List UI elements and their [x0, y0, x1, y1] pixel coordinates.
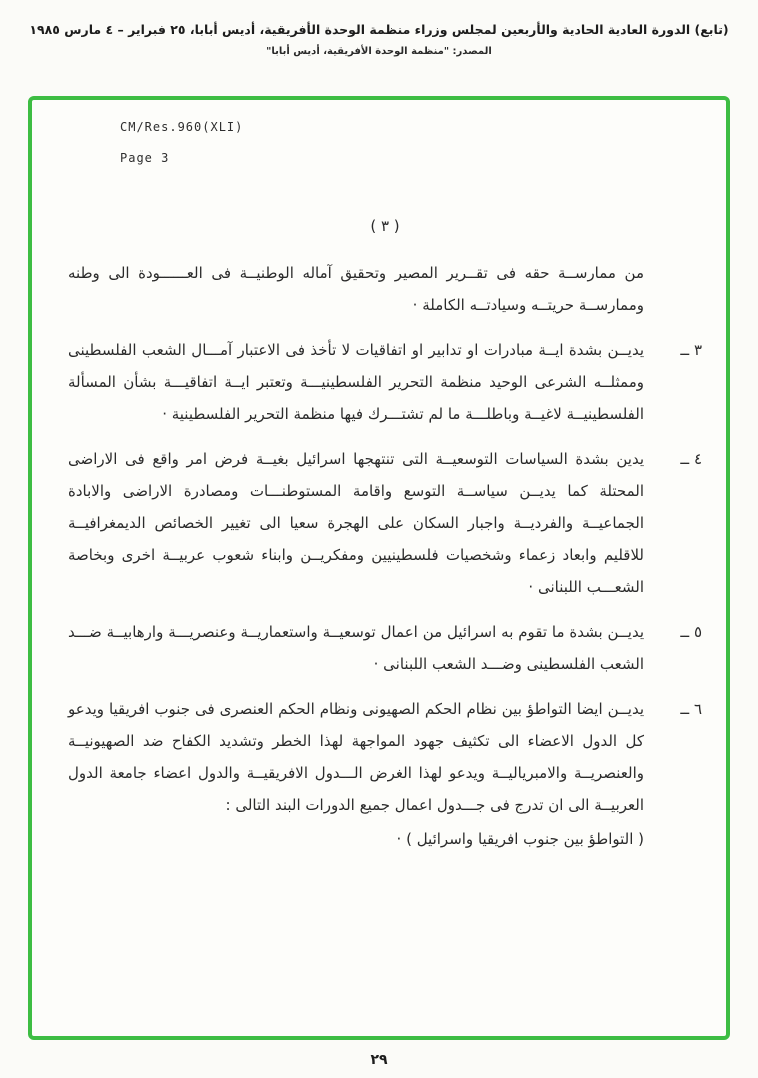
header-source: المصدر: "منظمة الوحدة الأفريقية، أديس أبابا" — [266, 46, 492, 57]
section-number: ( ٣ ) — [370, 217, 400, 235]
document-body — [68, 257, 702, 855]
item-text: يديــن بشدة ايــة مبادرات او تدابير او اتفاقيات لا تأخذ فى الاعتبار آمـــال الشعب الفلسطينى وممثلــه الشرعى الوحيد منظمة التحرير الفلسطينيـــة وتعتبر ايــة اتفاقيـــة بشأن المسألة الفلسطينيــة لاغيــة وباطلـــة ما لم تشتـــرك فيها منظمة التحرير الفلسطينية · — [68, 341, 644, 423]
document-head — [68, 120, 702, 165]
item-number: ٤ ــ — [680, 450, 702, 468]
document-reference: CM/Res.960(XLI) — [120, 120, 244, 134]
resolution-item-6 — [68, 693, 702, 855]
page-header — [20, 22, 738, 57]
item-closing-line: ( التواطؤ بين جنوب افريقيا واسرائيل ) · — [396, 830, 644, 848]
header-title: (تابع) الدورة العادية الحادية والأربعين لمجلس وزراء منظمة الوحدة الأفريقية، أديس أبابا، ٢٥ فبراير – ٤ مارس ١٩٨٥ — [29, 22, 729, 37]
highlight-frame — [28, 96, 730, 1040]
item-number: ٥ ــ — [680, 623, 702, 641]
page-label: Page 3 — [120, 151, 170, 165]
item-body — [68, 693, 644, 855]
item-text: يدين بشدة السياسات التوسعيــة التى تنتهجها اسرائيل بغيــة فرض امر واقع فى الاراضى المحتلة كما يديــن سياســة التوسع واقامة المستوطنـــات ومصادرة الاراضى والابادة الجماعيــة والفرديــة واجبار السكان على الهجرة سعيا الى تغيير الخصائص الديمغرافيــة للاقليم وابعاد زعماء وشخصيات فلسطينيين ومفكريــن وابناء شعوب عربيــة اخرى وبخاصة الشعـــب اللبنانى · — [68, 450, 644, 596]
item-number: ٦ ــ — [680, 700, 702, 718]
item-text: يديــن ايضا التواطؤ بين نظام الحكم الصهيونى ونظام الحكم العنصرى فى جنوب افريقيا ويدعو كل الدول الاعضاء الى تكثيف جهود المواجهة لهذا الخطر وتشديد الكفاح ضد الصهيونيــة والعنصريــة والامبرياليــة ويدعو لهذا الغرض الـــدول الافريقيــة والدول اعضاء جامعة الدول العربيــة الى ان تدرج فى جـــدول اعمال جميع الدورات البند التالى : — [68, 700, 644, 814]
item-text: يديــن بشدة ما تقوم به اسرائيل من اعمال توسعيــة واستعماريــة وعنصريـــة وارهابيــة ضـــد الشعب الفلسطينى وضـــد الشعب اللبنانى · — [68, 623, 644, 673]
item-number: ٣ ــ — [680, 341, 702, 359]
resolution-item-4 — [68, 443, 702, 603]
page-number: ٢٩ — [370, 1052, 388, 1068]
resolution-item-3 — [68, 334, 702, 430]
paragraph-continuation: من ممارســة حقه فى تقــرير المصير وتحقيق آماله الوطنيــة فى العــــــودة الى وطنه وممارســة حريتــه وسيادتــه الكاملة · — [68, 264, 644, 314]
resolution-item-5 — [68, 616, 702, 680]
